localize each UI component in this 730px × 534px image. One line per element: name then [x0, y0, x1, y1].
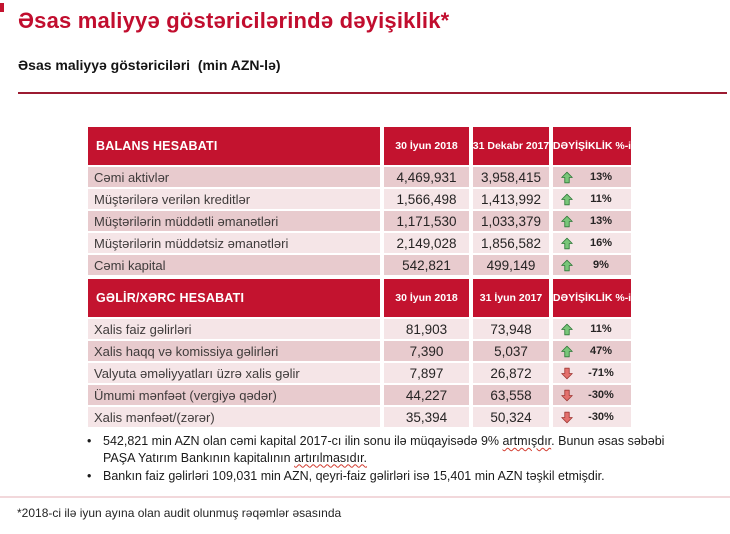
table-row: [88, 407, 631, 427]
misspelled-word: artmışdır: [502, 434, 552, 448]
row-value-1: 7,897: [384, 363, 469, 383]
row-change-cell: [553, 407, 631, 427]
row-change-percent: -71%: [588, 367, 614, 379]
row-value-2: 5,037: [473, 341, 549, 361]
bullet-text: 542,821 min AZN olan cəmi kapital 2017-cı ilin sonu ilə müqayisədə 9%: [103, 434, 503, 448]
up-arrow-icon: [561, 345, 573, 358]
bullet-item: [85, 468, 691, 485]
row-label: Müştərilərin müddətli əmanətləri: [88, 211, 380, 231]
row-value-1: 2,149,028: [384, 233, 469, 253]
table-row: [88, 363, 631, 383]
row-change-percent: 11%: [590, 323, 612, 335]
row-label: Xalis mənfəət/(zərər): [88, 407, 380, 427]
row-label: Ümumi mənfəət (vergiyə qədər): [88, 385, 380, 405]
row-value-1: 4,469,931: [384, 167, 469, 187]
table-header-col-change: DƏYİŞİKLİK %-i: [553, 279, 631, 317]
row-value-1: 44,227: [384, 385, 469, 405]
table-header-col-date1: 30 İyun 2018: [384, 127, 469, 165]
row-label: Cəmi kapital: [88, 255, 380, 275]
row-change-percent: 47%: [589, 345, 613, 357]
table-header-title: GƏLİR/XƏRC HESABATI: [88, 279, 380, 317]
row-change-cell: [553, 255, 631, 275]
up-arrow-icon: [561, 193, 573, 206]
page-title: Əsas maliyyə göstəricilərində dəyişiklik*: [18, 8, 450, 33]
table-header-col-change: DƏYİŞİKLİK %-i: [553, 127, 631, 165]
footer-divider-line: [0, 496, 730, 498]
bullet-item: [85, 433, 691, 466]
table-header-title: BALANS HESABATI: [88, 127, 380, 165]
income-table-header: [88, 279, 631, 317]
table-header-col-date1: 30 İyun 2018: [384, 279, 469, 317]
row-change-percent: -30%: [588, 389, 614, 401]
row-change-percent: 13%: [589, 171, 613, 183]
row-value-1: 35,394: [384, 407, 469, 427]
up-arrow-icon: [561, 323, 573, 336]
table-row: [88, 319, 631, 339]
row-change-cell: [553, 385, 631, 405]
up-arrow-icon: [561, 171, 573, 184]
table-row: [88, 211, 631, 231]
row-value-2: 1,856,582: [473, 233, 549, 253]
row-value-2: 63,558: [473, 385, 549, 405]
bullet-text: Bankın faiz gəlirləri 109,031 min AZN, qeyri-faiz gəlirləri isə 15,401 min AZN təşkil etmişdir.: [103, 469, 605, 483]
row-label: Xalis faiz gəlirləri: [88, 319, 380, 339]
row-value-1: 542,821: [384, 255, 469, 275]
up-arrow-icon: [561, 215, 573, 228]
row-change-percent: -30%: [588, 411, 614, 423]
footnote: *2018-ci ilə iyun ayına olan audit olunmuş rəqəmlər əsasında: [17, 506, 342, 520]
down-arrow-icon: [561, 367, 573, 380]
misspelled-word: artırılmasıdır.: [294, 450, 368, 465]
page-subtitle: Əsas maliyyə göstəriciləri (min AZN-lə): [18, 57, 281, 73]
row-label: Valyuta əməliyyatları üzrə xalis gəlir: [88, 363, 380, 383]
row-label: Xalis haqq və komissiya gəlirləri: [88, 341, 380, 361]
row-value-2: 73,948: [473, 319, 549, 339]
row-value-2: 1,413,992: [473, 189, 549, 209]
down-arrow-icon: [561, 411, 573, 424]
row-change-cell: [553, 189, 631, 209]
row-change-cell: [553, 363, 631, 383]
row-change-cell: [553, 319, 631, 339]
row-label: Müştərilərə verilən kreditlər: [88, 189, 380, 209]
row-label: Cəmi aktivlər: [88, 167, 380, 187]
title-divider-line: [18, 92, 727, 94]
row-change-percent: 16%: [589, 237, 613, 249]
row-change-percent: 9%: [593, 259, 609, 271]
table-header-col-date2: 31 İyun 2017: [473, 279, 549, 317]
bullet-text: . Bunun əsas səbəbi PAŞA Yatırım Bankının kapitalının: [103, 434, 665, 465]
up-arrow-icon: [561, 259, 573, 272]
balance-table-header: [88, 127, 631, 165]
financial-tables: [88, 127, 631, 427]
table-row: [88, 233, 631, 253]
row-value-2: 50,324: [473, 407, 549, 427]
row-value-2: 3,958,415: [473, 167, 549, 187]
row-value-2: 26,872: [473, 363, 549, 383]
table-row: [88, 255, 631, 275]
corner-accent-mark: [0, 3, 4, 12]
table-row: [88, 189, 631, 209]
summary-bullets: [85, 433, 691, 487]
row-value-2: 499,149: [473, 255, 549, 275]
row-value-2: 1,033,379: [473, 211, 549, 231]
row-change-cell: [553, 341, 631, 361]
row-change-cell: [553, 233, 631, 253]
row-label: Müştərilərin müddətsiz əmanətləri: [88, 233, 380, 253]
row-change-percent: 13%: [589, 215, 613, 227]
row-value-1: 1,566,498: [384, 189, 469, 209]
down-arrow-icon: [561, 389, 573, 402]
table-row: [88, 167, 631, 187]
up-arrow-icon: [561, 237, 573, 250]
table-row: [88, 385, 631, 405]
row-change-percent: 11%: [590, 193, 612, 205]
row-value-1: 1,171,530: [384, 211, 469, 231]
row-value-1: 7,390: [384, 341, 469, 361]
table-row: [88, 341, 631, 361]
table-header-col-date2: 31 Dekabr 2017: [473, 127, 549, 165]
row-change-cell: [553, 167, 631, 187]
row-value-1: 81,903: [384, 319, 469, 339]
row-change-cell: [553, 211, 631, 231]
